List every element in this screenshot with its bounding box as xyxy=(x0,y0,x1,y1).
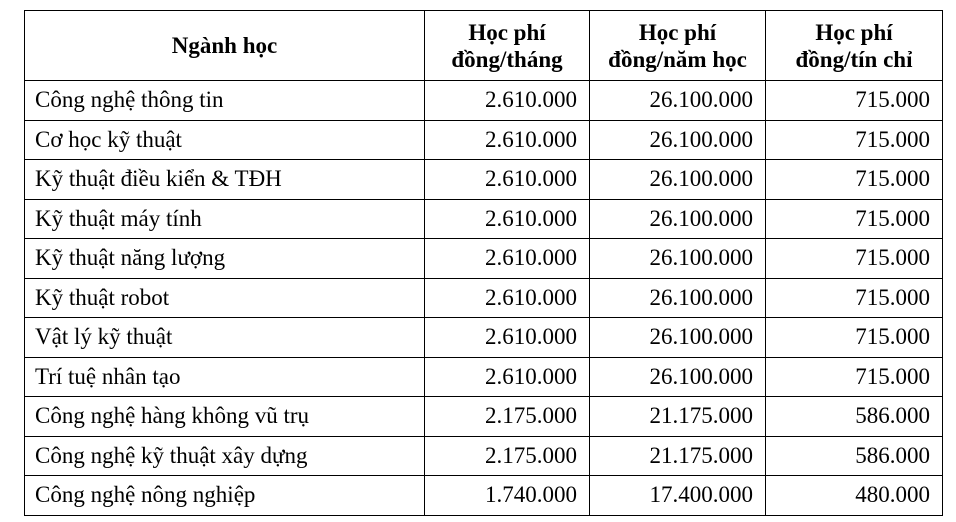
per-credit-cell: 715.000 xyxy=(766,278,943,318)
header-major xyxy=(25,11,425,81)
per-month-cell: 2.610.000 xyxy=(425,318,590,358)
per-year-cell: 21.175.000 xyxy=(590,436,766,476)
per-month-cell: 2.610.000 xyxy=(425,120,590,160)
table-row xyxy=(25,81,943,121)
table-row xyxy=(25,476,943,516)
per-credit-cell: 715.000 xyxy=(766,160,943,200)
major-cell: Kỹ thuật robot xyxy=(25,278,425,318)
major-cell: Công nghệ nông nghiệp xyxy=(25,476,425,516)
per-credit-cell: 586.000 xyxy=(766,397,943,437)
per-credit-cell: 715.000 xyxy=(766,357,943,397)
per-credit-cell: 715.000 xyxy=(766,120,943,160)
per-credit-cell: 715.000 xyxy=(766,81,943,121)
per-year-cell: 26.100.000 xyxy=(590,318,766,358)
per-month-cell: 2.610.000 xyxy=(425,239,590,279)
per-year-cell: 26.100.000 xyxy=(590,357,766,397)
per-year-cell: 26.100.000 xyxy=(590,81,766,121)
table-header xyxy=(25,11,943,81)
table-row xyxy=(25,160,943,200)
per-month-cell: 2.610.000 xyxy=(425,81,590,121)
per-month-cell: 2.175.000 xyxy=(425,397,590,437)
per-year-cell: 26.100.000 xyxy=(590,160,766,200)
per-credit-cell: 480.000 xyxy=(766,476,943,516)
major-cell: Vật lý kỹ thuật xyxy=(25,318,425,358)
header-per-year-line1: Học phí xyxy=(638,19,717,45)
header-per-year xyxy=(590,11,766,81)
per-credit-cell: 715.000 xyxy=(766,318,943,358)
major-cell: Cơ học kỹ thuật xyxy=(25,120,425,160)
major-cell: Kỹ thuật điều kiển & TĐH xyxy=(25,160,425,200)
header-per-credit-line1: Học phí xyxy=(815,19,893,45)
table-row xyxy=(25,397,943,437)
header-per-month xyxy=(425,11,590,81)
major-cell: Công nghệ hàng không vũ trụ xyxy=(25,397,425,437)
per-year-cell: 26.100.000 xyxy=(590,120,766,160)
major-cell: Kỹ thuật năng lượng xyxy=(25,239,425,279)
table-row xyxy=(25,239,943,279)
major-cell: Trí tuệ nhân tạo xyxy=(25,357,425,397)
table-row xyxy=(25,278,943,318)
per-year-cell: 17.400.000 xyxy=(590,476,766,516)
table-row xyxy=(25,120,943,160)
header-major-label: Ngành học xyxy=(171,33,278,58)
table-row xyxy=(25,199,943,239)
per-month-cell: 2.610.000 xyxy=(425,199,590,239)
header-per-credit-line2: đồng/tín chỉ xyxy=(795,46,913,72)
per-credit-cell: 586.000 xyxy=(766,436,943,476)
per-year-cell: 21.175.000 xyxy=(590,397,766,437)
per-month-cell: 2.610.000 xyxy=(425,357,590,397)
table-row xyxy=(25,318,943,358)
per-month-cell: 1.740.000 xyxy=(425,476,590,516)
per-year-cell: 26.100.000 xyxy=(590,239,766,279)
per-credit-cell: 715.000 xyxy=(766,239,943,279)
per-month-cell: 2.610.000 xyxy=(425,278,590,318)
header-row xyxy=(25,11,943,81)
header-per-month-line1: Học phí xyxy=(468,19,546,45)
table-row xyxy=(25,436,943,476)
header-per-credit xyxy=(766,11,943,81)
per-month-cell: 2.610.000 xyxy=(425,160,590,200)
table-row xyxy=(25,357,943,397)
per-credit-cell: 715.000 xyxy=(766,199,943,239)
per-year-cell: 26.100.000 xyxy=(590,199,766,239)
major-cell: Công nghệ thông tin xyxy=(25,81,425,121)
major-cell: Kỹ thuật máy tính xyxy=(25,199,425,239)
per-year-cell: 26.100.000 xyxy=(590,278,766,318)
major-cell: Công nghệ kỹ thuật xây dựng xyxy=(25,436,425,476)
header-per-month-line2: đồng/tháng xyxy=(451,46,563,72)
per-month-cell: 2.175.000 xyxy=(425,436,590,476)
tuition-table xyxy=(24,10,943,516)
header-per-year-line2: đồng/năm học xyxy=(608,46,747,72)
table-body xyxy=(25,81,943,516)
